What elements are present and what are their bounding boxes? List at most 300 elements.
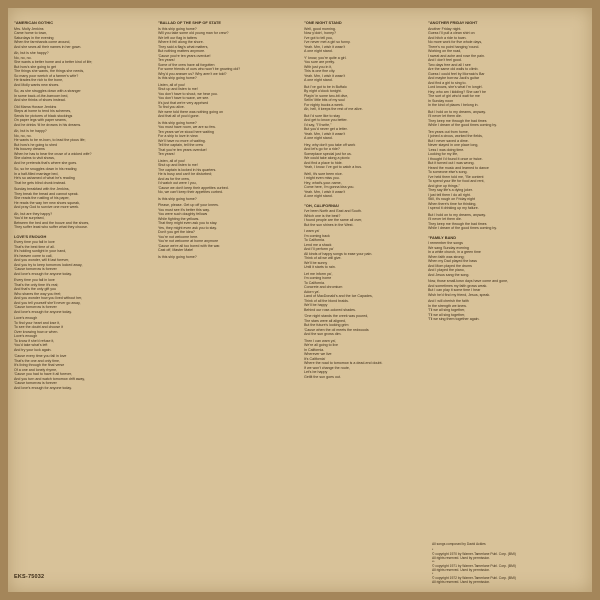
lyric-line: 'Cause every time you fall in love bbox=[14, 354, 67, 358]
lyric-line: Never stayed in one place long, bbox=[428, 143, 479, 147]
lyric-line: Adorn ya'. bbox=[304, 289, 321, 294]
lyric-line: On paper legs with paper seams, bbox=[14, 118, 67, 122]
lyric-line: Between the bed and the booze and the shoes, bbox=[14, 220, 90, 225]
lyric-line: 'Cause you had to have it all forever, bbox=[14, 372, 73, 376]
lyric-line: And I don't feel good. bbox=[428, 58, 462, 62]
lyric-line: But I can play it some time I hear bbox=[428, 288, 481, 292]
lyric-line: We sang Sunday evening bbox=[428, 245, 469, 250]
lyric-line: You'd take what's left bbox=[14, 343, 48, 347]
lyric-line: He reads the way her new shoes squeak, bbox=[14, 200, 80, 205]
lyric-line: And try your luck again. bbox=[14, 347, 52, 352]
lyric-line: In Sunday noon bbox=[428, 98, 454, 103]
lyric-line: Yeah, I know. I've got to catch a bus. bbox=[304, 165, 363, 169]
song-title: "AMERICAN GOTHIC bbox=[14, 21, 54, 25]
lyric-line: Think of all we will give. bbox=[304, 256, 342, 260]
lyric-line: No, no, no. bbox=[14, 55, 32, 60]
lyric-line: Getlit the sun goes out. bbox=[304, 374, 341, 379]
lyric-line: I'm coming back bbox=[304, 233, 330, 238]
lyric-line: We left our flag in tatters bbox=[158, 35, 197, 40]
lyric-line: He wants to be re-born, to lead the pious life; bbox=[14, 138, 86, 142]
song-title: LOVE'S ENOUGH bbox=[14, 233, 47, 239]
lyric-line: In the kind of places I belong in. bbox=[428, 103, 479, 107]
lyric-line: Sellin' little bits of my soul bbox=[304, 98, 345, 102]
lyric-line: In a white church, in a green time bbox=[428, 250, 481, 254]
lyric-line: When he has to bear the cruse of a wicked wife? bbox=[14, 151, 92, 156]
lyric-line: You sure are pretty. bbox=[304, 60, 335, 64]
lyric-line: Hey, who am I kidding? She can't be bbox=[428, 89, 486, 94]
lyric-line: And love's enough for anyone today. bbox=[14, 271, 72, 276]
lyric-line: But I hold on to my dreams, anyway. bbox=[428, 212, 486, 217]
lyric-line: But I'd sure like to stay bbox=[304, 113, 341, 118]
song bbox=[304, 204, 440, 380]
lyric-line: I'd say, "I'll write," bbox=[304, 122, 332, 127]
lyric-line: For some friends of ours who won't be growing old? bbox=[158, 67, 241, 71]
lyric-line: Of a one and lonely rhyme, bbox=[14, 367, 58, 372]
lyric-line: Is this ship going home? bbox=[158, 120, 197, 125]
lyric-line: That he gets blind drunk instead. bbox=[14, 180, 67, 185]
lyric-line: They break the bread and cannot speak. bbox=[14, 191, 79, 196]
song bbox=[428, 236, 578, 322]
copyright-line: All rights reserved. Used by permission. bbox=[432, 556, 491, 560]
lyric-line: He tirades the rich to the bone, bbox=[14, 78, 64, 82]
lyric-line: Saturdays in the evening bbox=[14, 35, 54, 40]
lyric-line: Tell the captain, tell the crew bbox=[158, 143, 204, 147]
lyric-line: Behind our rose-colored shades. bbox=[304, 307, 356, 312]
stanza bbox=[158, 203, 294, 253]
lyric-line: You'd be surprised, bbox=[14, 216, 45, 220]
lyric-line: Yeah. Mm, I wish it wasn't bbox=[304, 73, 346, 78]
lyric-line: But the sun shines in the West. bbox=[304, 222, 354, 227]
lyric-line: Lend me a shack bbox=[304, 242, 332, 247]
stanza bbox=[158, 121, 294, 157]
lyric-line: And find a girl to sing to. bbox=[428, 80, 467, 85]
lyric-line: The things she wants, the things she needs, bbox=[14, 69, 85, 73]
lyric-line: And hitch a ride to town. bbox=[428, 35, 467, 40]
lyric-line: 'Cause tomorrow is forever bbox=[14, 305, 57, 309]
lyric-line: To California. bbox=[304, 238, 325, 242]
lyric-line: In California. bbox=[304, 347, 325, 352]
lyric-line: Someplace special just for us. bbox=[304, 151, 352, 156]
lyric-line: Ah, but is she happy? bbox=[14, 51, 49, 55]
lyric-line: 'Cause you're ten years overdue! bbox=[158, 53, 211, 58]
copyright-list bbox=[432, 548, 582, 584]
lyric-line: I thought I'd found it once or twice. bbox=[428, 156, 483, 161]
lyric-line: And she thinks of shoes instead. bbox=[14, 98, 66, 102]
lyric-line: To know if she'd refuse it, bbox=[14, 338, 55, 343]
lyric-line: They said a flag's what matters, bbox=[158, 44, 209, 49]
lyric-line: Over knowing how or when. bbox=[14, 329, 59, 334]
lyric-line: We'll be sunny bbox=[304, 260, 328, 265]
stanza bbox=[14, 316, 150, 352]
lyric-line: You don't have to wave, we see. bbox=[158, 96, 210, 100]
lyric-line: Playin' in some two-bit dive, bbox=[304, 93, 349, 98]
lyric-line: Heard the music and learned to dance bbox=[428, 165, 489, 170]
lyrics-column-1 bbox=[14, 21, 150, 591]
lyric-line: And love's enough for anyone today. bbox=[14, 385, 72, 390]
lyric-line: And Mom played the drums bbox=[428, 263, 472, 268]
stanza bbox=[428, 27, 578, 108]
copyright-line: © copyright 1972 by Warner-Tamerlane Publ. Corp. (BMI) bbox=[432, 576, 516, 580]
lyric-line: Where it fell along the shore. bbox=[158, 40, 204, 44]
lyric-line: There's no point hanging 'round. bbox=[428, 44, 480, 49]
lyric-line: Well, it's sure been nice. bbox=[304, 171, 343, 176]
stanza bbox=[304, 85, 440, 112]
lyric-line: Working on the road, bbox=[428, 49, 462, 53]
lyric-line: I've held them told me, "Be content bbox=[428, 174, 484, 179]
lyric-line: And I'll perform ya' bbox=[304, 247, 334, 251]
lyric-line: Is this ship going home? bbox=[158, 196, 197, 201]
lyric-line: And the sun grows dim. bbox=[304, 332, 342, 336]
lyric-line: They suffer least who suffer what they choose. bbox=[14, 225, 88, 229]
lyric-line: Ah, hell, it keeps the rest of me alive. bbox=[304, 107, 363, 111]
lyric-line: And that all of you'd gone. bbox=[158, 114, 200, 118]
song bbox=[158, 21, 294, 259]
lyric-line: A one night stand. bbox=[304, 49, 333, 53]
lyric-line: A one night stand. bbox=[304, 194, 333, 198]
lyric-line: And she sews all their names in her gown. bbox=[14, 44, 82, 49]
lyric-line: It's holding sunlight in your hand, bbox=[14, 249, 67, 253]
catalog-number: EKS-75032 bbox=[14, 574, 45, 580]
lyric-line: Wherever we live bbox=[304, 352, 332, 356]
stanza bbox=[304, 27, 440, 54]
composer-credit: All songs composed by David Ackles bbox=[432, 542, 486, 546]
lyric-line: Mrs. Molly Jenkins bbox=[14, 26, 44, 31]
lyric-line: I remember the songs bbox=[428, 241, 463, 245]
lyric-line: But I hold on to my dreams, anyway. bbox=[428, 109, 486, 114]
lyric-line: Sunday breakfast with the Jenkins, bbox=[14, 187, 70, 191]
lyric-line: To find your heart and lose it, bbox=[14, 320, 61, 325]
lyric-line: I'll never let them die. bbox=[428, 217, 462, 221]
lyric-line: To California. bbox=[304, 280, 325, 285]
lyric-line: Still, it's rough on Friday night bbox=[428, 197, 476, 201]
copyright-line: * bbox=[432, 548, 434, 552]
song bbox=[428, 21, 578, 231]
stanza bbox=[158, 255, 294, 260]
lyric-line: He's so ashamed of what he's reading bbox=[14, 176, 75, 180]
lyric-line: Who shares the way you feel; bbox=[14, 291, 62, 296]
lyric-line: And Jesus sang the song. bbox=[428, 272, 470, 277]
stanza bbox=[428, 279, 578, 297]
lyric-line: She reads the rustling of his paper, bbox=[14, 196, 70, 200]
lyric-line: We're all going to live bbox=[304, 343, 338, 347]
lyric-line: Well, good morning. bbox=[304, 26, 336, 31]
stanza bbox=[304, 114, 440, 141]
lyric-line: Listen, all of you! bbox=[158, 82, 185, 87]
lyric-line: I joined a circus, worked the fields, bbox=[428, 134, 483, 138]
stanza bbox=[14, 212, 150, 230]
lyric-line: Listen, all of you! bbox=[158, 158, 185, 163]
copyright-line: All rights reserved. Used by permission. bbox=[432, 580, 491, 584]
lyric-line: And he drinks 'til he drowns in his dreams. bbox=[14, 122, 82, 127]
lyric-line: Came home to town, bbox=[14, 31, 48, 35]
stanza bbox=[428, 110, 578, 128]
lyric-line: Hey, what's-your-name, bbox=[304, 180, 342, 185]
lyric-line: Lord knows, she's what I'm longin'. bbox=[428, 85, 484, 89]
lyric-line: I sweat and ache and rose the pain. bbox=[428, 53, 485, 58]
stanza bbox=[158, 27, 294, 81]
lyric-line: And let's go for a ride? bbox=[304, 147, 340, 151]
lyric-line: And he pretends that's where she goes. bbox=[14, 160, 78, 165]
lyric-line: 'Til we all sing together, bbox=[428, 312, 466, 317]
lyric-line: I've got to tell you, bbox=[304, 35, 333, 40]
stanza bbox=[428, 241, 578, 277]
lyric-line: Is this ship going home? bbox=[158, 254, 197, 259]
lyric-line: To someone else's song. bbox=[428, 170, 468, 174]
lyric-line: That's the only time it's real; bbox=[14, 282, 59, 287]
lyric-line: Every time you fall in love bbox=[14, 240, 55, 244]
lyric-line: No, no, no. bbox=[14, 133, 32, 138]
lyric-line: But how's he going to shed bbox=[14, 142, 58, 147]
lyric-line: Yeah. Mm, I wish it wasn't bbox=[304, 131, 346, 136]
stanza bbox=[14, 51, 150, 87]
lyric-line: Until it starts to rain. bbox=[304, 265, 336, 269]
lyric-line: Let's be happy bbox=[304, 370, 328, 374]
lyric-line: Are the same old walls to climb. bbox=[428, 67, 479, 71]
stanza bbox=[14, 105, 150, 128]
lyric-line: Steps at home to tend his schemes, bbox=[14, 109, 72, 113]
song-title: "FAMILY BAND bbox=[428, 234, 457, 240]
lyric-line: And I will cherish the faith bbox=[428, 299, 469, 303]
lyric-line: So, as she struggles down with a stranger bbox=[14, 89, 81, 93]
lyric-line: And you turn and watch tomorrow drift away, bbox=[14, 376, 85, 381]
lyric-line: In some back-of-the-barroom bed, bbox=[14, 93, 69, 98]
stanza bbox=[304, 56, 440, 83]
lyric-line: But the future's looking grim bbox=[304, 323, 349, 327]
lyric-line: And I played the piano, bbox=[428, 268, 465, 272]
lyric-line: 'Cause when the oil meets the redwoods bbox=[304, 327, 369, 332]
lyric-line: 'Til we all sing together, bbox=[428, 308, 466, 312]
lyric-line: Sends for pictures of black stockings bbox=[14, 113, 73, 118]
lyric-line: But it turned out I was wrong. bbox=[428, 161, 475, 165]
lyric-line: Yeah. Mm, I wish it wasn't bbox=[304, 44, 346, 49]
lyric-line: Y' know, you're quite a girl. bbox=[304, 55, 347, 60]
lyric-line: Guess I could feel by Mornaio's Bar bbox=[428, 71, 485, 76]
lyric-line: Is this ship going home? bbox=[158, 26, 197, 31]
lyric-line: To spend your life for food and rent, bbox=[428, 179, 485, 183]
lyric-line: Wish he'd find my friend, Jesus, speak. bbox=[428, 292, 491, 297]
lyric-line: And sometimes my faith grows weak. bbox=[428, 283, 488, 288]
lyric-line: I just tell them I do all right. bbox=[428, 192, 471, 197]
song-title: "BALLAD OF THE SHIP OF STATE bbox=[158, 21, 222, 25]
stanza bbox=[14, 354, 150, 390]
song bbox=[304, 21, 440, 199]
lyric-line: To see the doubt and choose it bbox=[14, 325, 63, 329]
lyric-line: And maybe borrow Jack's guitar bbox=[428, 76, 480, 80]
lyric-line: You don't have to shout, we hear you. bbox=[158, 91, 218, 96]
stanza bbox=[158, 197, 294, 202]
lyric-line: We'll be happy bbox=[304, 303, 328, 307]
lyric-line: Every time you fall in love bbox=[14, 278, 55, 282]
lyric-line: We could take along a picnic bbox=[304, 156, 350, 160]
lyric-line: They keep me through the bad times bbox=[428, 118, 487, 123]
lyric-line: And pray God to survive one more week. bbox=[14, 205, 80, 209]
lyric-line: Shut up and listen to me! bbox=[158, 163, 198, 167]
lyric-line: Think of all the blond braids. bbox=[304, 298, 349, 303]
lyric-line: You must have room, we are so few. bbox=[158, 125, 216, 129]
lyric-line: So many poor wretch of a farmer's wife? bbox=[14, 73, 79, 78]
lyric-line: But you'd never get a letter. bbox=[304, 127, 348, 131]
lyric-line: Don't you get the idea? bbox=[158, 230, 195, 234]
lyric-line: I might even miss you. bbox=[304, 176, 340, 180]
lyric-line: That's the one and only time, bbox=[14, 358, 61, 363]
lyric-line: 'Cause tomorrow is forever bbox=[14, 381, 57, 385]
lyric-line: Concrete and chromium bbox=[304, 285, 343, 289]
lyric-line: Old Mama Horace Jenkins bbox=[14, 104, 57, 109]
lyric-line: By night o'clock tonight. bbox=[304, 89, 342, 93]
lyric-line: Where the road to tomorrow is a dead-end doubt. bbox=[304, 361, 383, 365]
lyric-line: That you're ten years overdue! bbox=[158, 147, 207, 152]
copyright-line: © copyright 1971 by Warner-Tamerlane Publ. Corp. (BMI) bbox=[432, 564, 516, 568]
lyric-line: No more work for five whole days, bbox=[428, 40, 483, 44]
lyric-line: When faith was strong; bbox=[428, 254, 465, 259]
lyric-line: Ah, but is he happy? bbox=[14, 129, 47, 133]
lyric-line: And you tell yourself she'll never go away, bbox=[14, 300, 81, 305]
lyric-line: I've been North and East and South. bbox=[304, 209, 362, 213]
lyric-line: Why'd you answer us? Why aren't we told? bbox=[158, 71, 227, 76]
stanza bbox=[304, 314, 440, 337]
lyric-line: His boozey dreams bbox=[14, 147, 45, 151]
lyric-line: And give up things." bbox=[428, 183, 460, 188]
lyric-line: That's the best time of all. bbox=[14, 244, 55, 249]
stanza bbox=[14, 89, 150, 103]
stanza bbox=[304, 143, 440, 170]
lyric-line: And love's enough for anyone today. bbox=[14, 309, 72, 314]
lyric-line: Come here, I'm gonna kiss you. bbox=[304, 185, 355, 189]
lyric-line: He is busy and can't be disturbed; bbox=[158, 172, 213, 176]
lyric-sheet bbox=[8, 8, 592, 592]
lyric-line: For a ship to love in view. bbox=[158, 134, 199, 138]
lyric-line: Ten years out from home, bbox=[428, 129, 469, 134]
stanza bbox=[304, 272, 440, 313]
lyric-line: But how's she going to get bbox=[14, 64, 57, 69]
copyright-notes bbox=[432, 542, 582, 584]
lyric-line: A one night stand. bbox=[304, 136, 333, 140]
song bbox=[14, 235, 150, 391]
lyric-line: In a half-filled marriage bed, bbox=[14, 171, 59, 176]
lyric-line: But I've got to be in Buffalo bbox=[304, 84, 347, 89]
stanza bbox=[14, 27, 150, 50]
lyric-line: In the strength we knew. bbox=[428, 303, 467, 308]
lyric-line: You're not welcome at home anymore bbox=[158, 239, 219, 243]
lyric-line: If we won't change the route, bbox=[304, 365, 350, 370]
lyric-line: She claims to visit shows, bbox=[14, 156, 55, 160]
lyric-line: And get to know you better. bbox=[304, 118, 348, 122]
lyric-line: Love's enough bbox=[14, 316, 38, 320]
lyric-line: You were such doughty fellows bbox=[158, 212, 208, 216]
lyric-line: And find a place to hide. bbox=[304, 160, 343, 165]
lyric-line: It's just that we're very apprised bbox=[158, 100, 209, 105]
lyric-line: She wants a better home and a better kind of life; bbox=[14, 60, 93, 64]
lyric-line: They say life's a dying joker. bbox=[428, 188, 473, 192]
lyrics-column-4 bbox=[428, 21, 578, 591]
lyric-line: Another Friday night. bbox=[428, 26, 462, 31]
lyric-line: Now, those small-town days have come and gone, bbox=[428, 279, 509, 283]
lyric-line: Which one is the best? bbox=[304, 213, 341, 218]
lyric-line: No, we can't keep their appetites curbed. bbox=[158, 190, 224, 194]
lyric-line: All kinds of happy songs to ease your pain. bbox=[304, 251, 373, 256]
lyric-line: Shut up and listen to me! bbox=[158, 87, 198, 91]
lyric-line: Ah, but are they happy? bbox=[14, 211, 53, 216]
lyric-line: 'Cause tomorrow is forever bbox=[14, 267, 57, 271]
lyric-line: While I dream of the good times coming by. bbox=[428, 226, 497, 230]
copyright-line: All rights reserved. Used by permission. bbox=[432, 568, 491, 572]
stanza bbox=[304, 209, 440, 227]
lyric-line: Please, please. Get up off your knees. bbox=[158, 203, 219, 207]
stanza bbox=[428, 299, 578, 322]
stanza bbox=[304, 172, 440, 199]
lyric-line: And as for the crew, bbox=[158, 176, 190, 181]
lyrics-column-3 bbox=[304, 21, 440, 591]
lyric-line: With just you in it, bbox=[304, 64, 333, 69]
lyric-line: I'll never let them die. bbox=[428, 114, 462, 118]
lyric-line: This is one fine city. bbox=[304, 69, 336, 73]
stanza bbox=[158, 83, 294, 119]
lyric-line: Guess I'll pull a clean shirt on bbox=[428, 31, 475, 35]
lyric-line: Ten years we've stood here waiting bbox=[158, 129, 214, 134]
stanza bbox=[14, 187, 150, 210]
lyric-line: 'Cause we don't keep their appetites curbed. bbox=[158, 185, 229, 190]
lyric-line: Ten years! bbox=[158, 58, 175, 62]
lyric-line: I've never met a girl so funny. bbox=[304, 40, 351, 44]
lyric-line: I'm coming home bbox=[304, 276, 332, 280]
lyric-line: While I dream of the good times coming by. bbox=[428, 123, 497, 127]
stanza bbox=[14, 278, 150, 314]
stanza bbox=[304, 339, 440, 380]
lyric-line: The captain is locked in his quarters. bbox=[158, 167, 217, 172]
lyric-line: Now y'doin', honey? bbox=[304, 31, 336, 35]
lyric-line: It's living through the final verse bbox=[14, 363, 65, 367]
copyright-line: ** bbox=[432, 560, 435, 564]
song bbox=[14, 21, 150, 230]
stanza bbox=[428, 130, 578, 211]
lyric-line: Yeah. Mm, I wish it wasn't bbox=[304, 189, 346, 194]
stanza bbox=[14, 129, 150, 165]
lyric-line: For nighty bucks a week. bbox=[304, 102, 344, 107]
copyright-line: © copyright 1970 by Warner-Tamerlane Publ. Corp. (BMI) bbox=[432, 552, 516, 556]
lyric-line: The sort of girl who'd wait for me bbox=[428, 94, 480, 98]
stanza bbox=[158, 159, 294, 195]
lyric-line: 'Til we sing them together again. bbox=[428, 317, 480, 321]
lyric-line: I found people are the same all over, bbox=[304, 218, 363, 222]
lyric-line: I warn ya' bbox=[304, 229, 320, 233]
song-title: "OH, CALIFORNIA! bbox=[304, 202, 340, 208]
lyric-line: But nothing matters anymore. bbox=[158, 49, 206, 53]
lyric-line: Land of MacDonald's and the Ice Capades, bbox=[304, 294, 373, 298]
lyric-line: You must see it's better this way. bbox=[158, 207, 210, 212]
lyric-line: It's heaven come to call, bbox=[14, 253, 53, 258]
lyric-line: A one night stand. bbox=[304, 78, 333, 82]
lyric-line: I spend it drinking up my failure. bbox=[428, 206, 479, 210]
lyric-line: And you wonder how you lived without her, bbox=[14, 296, 83, 300]
lyric-line: Is this ship going home? bbox=[158, 76, 197, 80]
copyright-line: * bbox=[432, 572, 434, 576]
lyric-line: 'Less I was doing time. bbox=[428, 147, 465, 152]
lyric-line: And you try to keep tomorrow locked away, bbox=[14, 262, 83, 267]
lyric-line: And Molly wants new shoes. bbox=[14, 82, 60, 87]
lyric-line: Will you take some old young man for crew? bbox=[158, 31, 229, 35]
lyric-line: When my Dad played the bass bbox=[428, 259, 477, 263]
lyric-line: When there's time for thinking, bbox=[428, 201, 477, 206]
lyric-line: Yes, they might even ask you to stay. bbox=[158, 225, 217, 230]
lyrics-column-2 bbox=[158, 21, 294, 591]
lyric-line: Let me inform ya', bbox=[304, 271, 333, 276]
lyric-line: Then I can warn ya', bbox=[304, 338, 337, 343]
lyric-line: But I never saved a dime. bbox=[428, 138, 469, 143]
lyric-line: That they might even ask you to stay. bbox=[158, 221, 218, 225]
lyric-line: And that's the only gift you bbox=[14, 287, 57, 291]
lyric-line: 'Cause we're all too bored with the war. bbox=[158, 243, 221, 248]
lyric-line: While fighting the yellows. bbox=[158, 216, 200, 221]
